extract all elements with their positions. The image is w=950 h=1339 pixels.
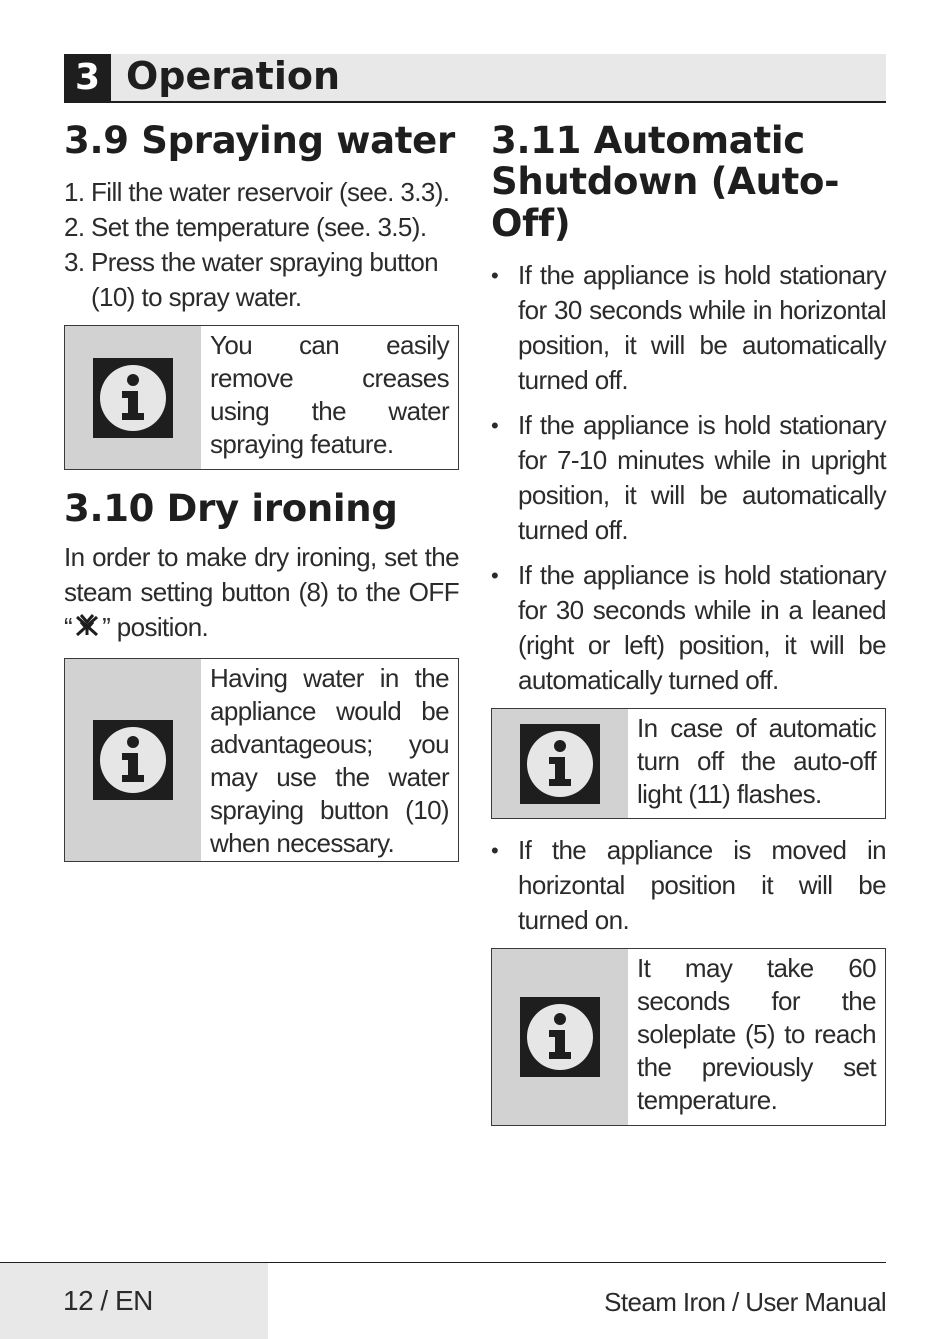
bullet-item <box>491 833 886 938</box>
chapter-number: 3 <box>64 54 111 101</box>
step-item <box>64 245 459 315</box>
info-note-auto-off-light <box>491 708 886 819</box>
step-item <box>64 210 459 245</box>
right-column <box>491 120 886 1126</box>
info-note-soleplate <box>491 948 886 1126</box>
dry-ironing-paragraph <box>64 540 459 648</box>
step-number: 3. <box>64 247 85 278</box>
document-title: Steam Iron / User Manual <box>604 1287 886 1317</box>
info-note-text: Having water in the appliance would be advantageous; you may use the water spraying button (10) when necessary. <box>210 662 449 858</box>
step-text: Set the temperature (see. 3.5). <box>91 212 427 243</box>
bullet-item <box>491 558 886 698</box>
info-note-spraying <box>64 325 459 470</box>
step-text: Fill the water reservoir (see. 3.3). <box>91 177 450 208</box>
steam-off-icon <box>72 613 102 648</box>
step-text: Press the water spraying button (10) to spray water. <box>91 247 439 313</box>
bullet-icon: • <box>491 413 499 439</box>
chapter-header <box>64 54 886 103</box>
info-note-text: It may take 60 seconds for the soleplate (5) to reach the previously set temperature. <box>637 953 876 1116</box>
auto-off-bullets-after <box>491 833 886 938</box>
spraying-steps <box>64 175 459 315</box>
section-heading-spraying: 3.9 Spraying water <box>64 119 455 162</box>
info-icon <box>520 724 600 804</box>
bullet-text: If the appliance is hold stationary for 30 seconds while in a leaned (right or left) position, it will be automatically turned off. <box>518 560 886 696</box>
bullet-text: If the appliance is hold stationary for 30 seconds while in horizontal position, it will be automatically turned off. <box>518 260 886 396</box>
section-heading-dry-ironing: 3.10 Dry ironing <box>64 487 398 531</box>
auto-off-bullets <box>491 258 886 698</box>
step-number: 2. <box>64 212 85 243</box>
bullet-icon: • <box>491 263 499 289</box>
info-icon <box>93 358 173 438</box>
info-note-text: In case of automatic turn off the auto-off light (11) flashes. <box>637 713 876 810</box>
page-number: 12 / EN <box>63 1285 153 1316</box>
info-icon <box>93 720 173 800</box>
bullet-text: If the appliance is moved in horizontal position it will be turned on. <box>518 835 886 936</box>
bullet-icon: • <box>491 563 499 589</box>
info-icon <box>520 997 600 1077</box>
chapter-title: Operation <box>126 54 341 98</box>
bullet-item <box>491 408 886 548</box>
step-item <box>64 175 459 210</box>
bullet-item <box>491 258 886 398</box>
left-column <box>64 120 459 862</box>
section-heading-auto-off: 3.11 Automatic Shutdown (Auto-Off) <box>491 119 840 245</box>
step-number: 1. <box>64 177 85 208</box>
dry-ironing-text-start: In order to make dry ironing, set the steam setting button (8) to the OFF “ <box>64 541 459 642</box>
bullet-text: If the appliance is hold stationary for 7-10 minutes while in upright position, it will be automatically turned off. <box>518 410 886 546</box>
bullet-icon: • <box>491 838 499 864</box>
info-note-dry-ironing <box>64 658 459 862</box>
info-note-text: You can easily remove creases using the water spraying feature. <box>210 330 449 460</box>
dry-ironing-text-end: ” position. <box>102 611 209 642</box>
